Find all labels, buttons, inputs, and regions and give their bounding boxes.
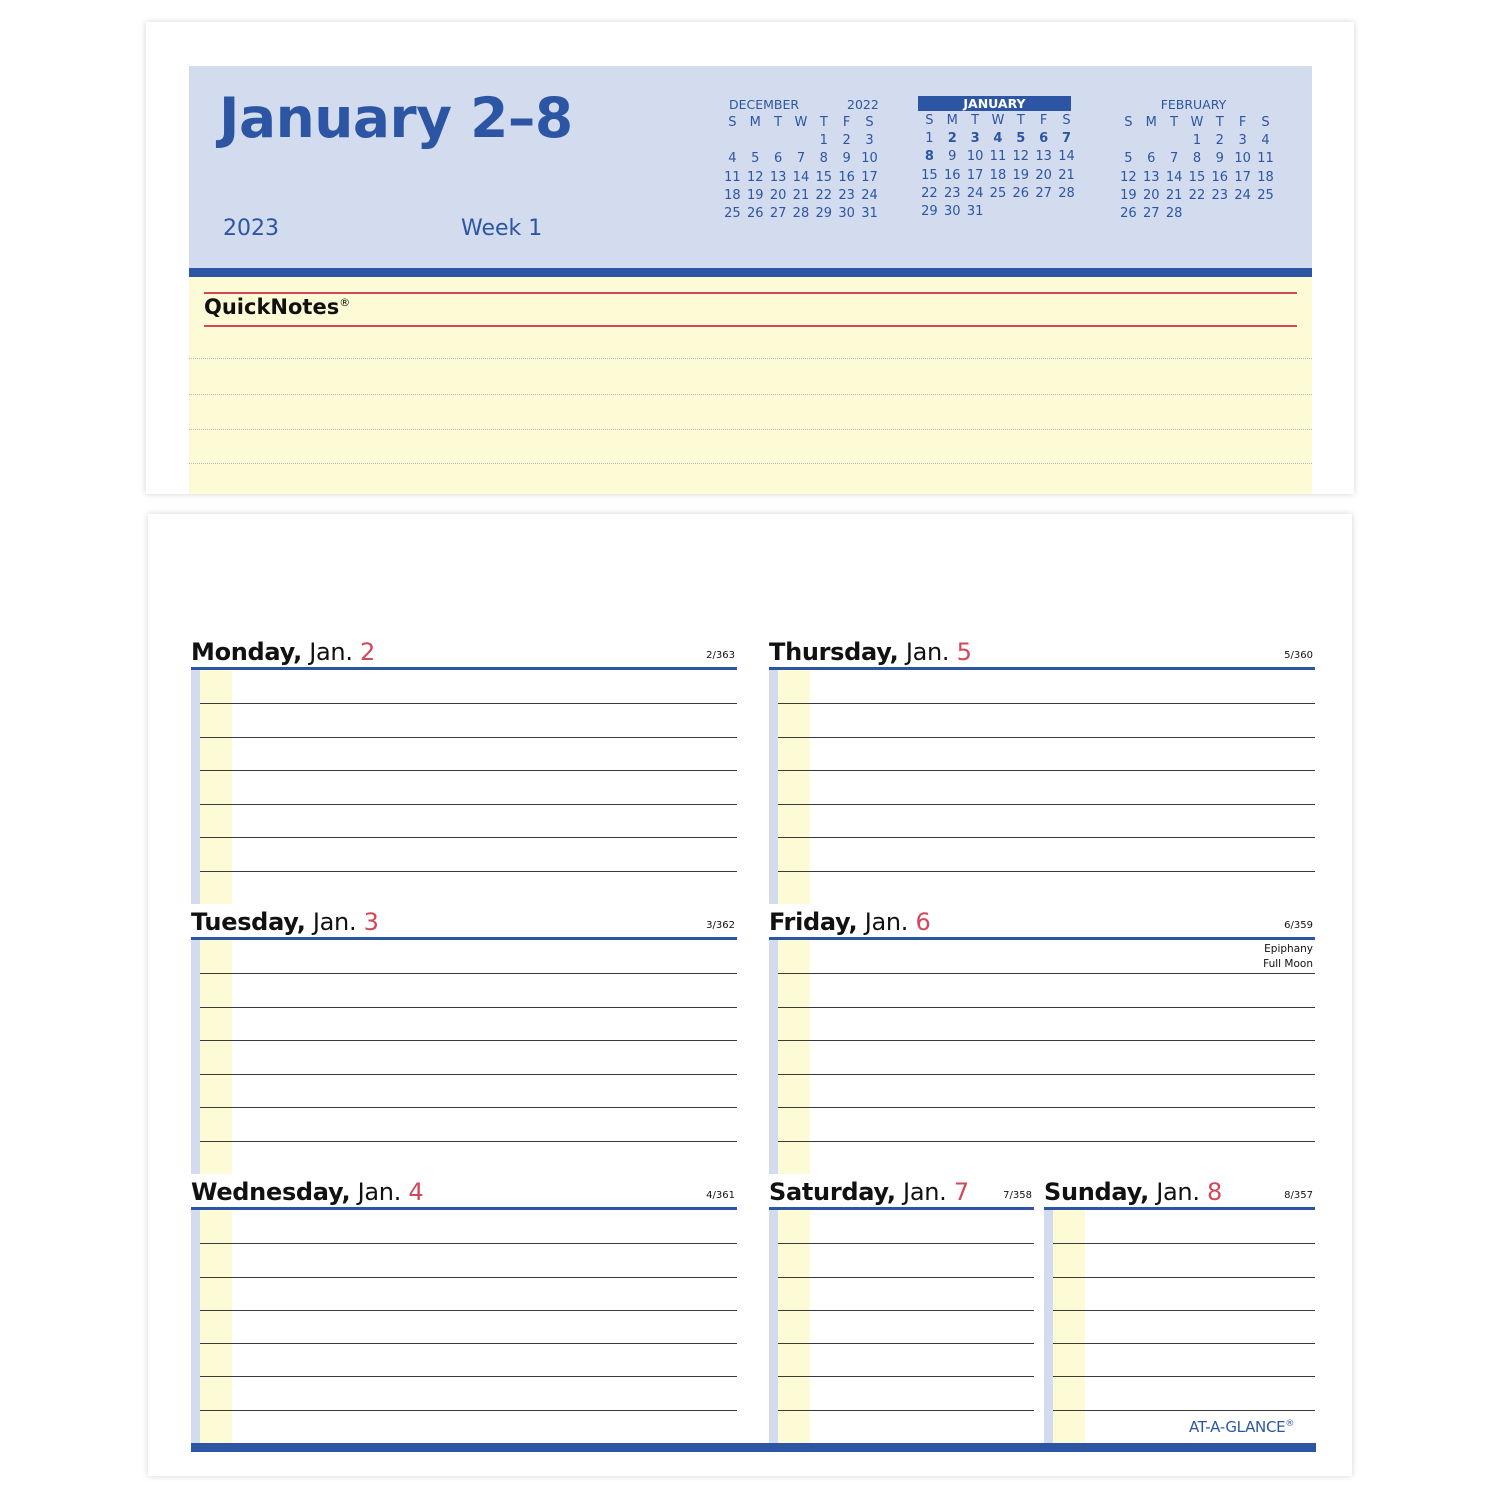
weekday-header: S xyxy=(925,113,934,128)
weekday-header: T xyxy=(1170,115,1179,130)
calendar-day: 28 xyxy=(1058,185,1075,201)
calendar-day: 4 xyxy=(993,131,1003,147)
calendar-day xyxy=(1231,205,1254,223)
ruled-line xyxy=(200,1040,737,1041)
calendar-day: 7 xyxy=(1062,131,1072,147)
calendar-day xyxy=(721,132,744,150)
weekday-header: W xyxy=(794,115,808,130)
calendar-day: 17 xyxy=(861,169,878,185)
ruled-line xyxy=(778,1277,1034,1278)
calendar-day: 18 xyxy=(1257,169,1274,185)
calendar-day xyxy=(1009,203,1032,221)
calendar-day: 4 xyxy=(728,151,737,167)
calendar-day: 11 xyxy=(989,149,1007,165)
weekday-header: S xyxy=(728,115,737,130)
day-writing-area[interactable] xyxy=(769,940,1315,1174)
calendar-day: 27 xyxy=(1142,206,1160,222)
weekday-header: F xyxy=(842,115,851,130)
calendar-day: 19 xyxy=(1120,187,1137,203)
calendar-day xyxy=(987,203,1010,221)
calendar-day: 9 xyxy=(948,149,957,165)
calendar-day: 6 xyxy=(1147,151,1156,167)
day-writing-area[interactable] xyxy=(191,1210,737,1443)
weekday-header: T xyxy=(1016,113,1025,128)
calendar-day: 3 xyxy=(1238,133,1247,149)
calendar-day: 3 xyxy=(970,131,980,147)
day-count: 7/358 xyxy=(1003,1190,1032,1201)
calendar-day: 16 xyxy=(943,167,961,183)
day-count: 4/361 xyxy=(706,1190,735,1201)
calendar-day: 16 xyxy=(1211,169,1229,185)
calendar-day: 25 xyxy=(1257,187,1274,203)
calendar-day: 25 xyxy=(989,185,1007,201)
ruled-line xyxy=(200,1107,737,1108)
calendar-day: 20 xyxy=(1035,167,1052,183)
calendar-day: 21 xyxy=(792,187,810,203)
day-count: 8/357 xyxy=(1284,1190,1313,1201)
calendar-day: 26 xyxy=(746,206,764,222)
ruled-line xyxy=(778,837,1315,838)
calendar-day: 15 xyxy=(815,169,833,185)
ruled-line xyxy=(778,973,1315,974)
ruled-line xyxy=(1053,1277,1315,1278)
day-count: 3/362 xyxy=(706,920,735,931)
ruled-line xyxy=(1053,1343,1315,1344)
moon-phase-note: Full Moon xyxy=(1263,958,1313,970)
calendar-day: 14 xyxy=(792,169,810,185)
calendar-day: 5 xyxy=(1124,151,1133,167)
day-heading: Sunday, Jan. 8 xyxy=(1044,1178,1222,1206)
ruled-line xyxy=(778,1310,1034,1311)
weekday-header: T xyxy=(819,115,828,130)
time-column-strip xyxy=(200,1210,232,1443)
calendar-day: 10 xyxy=(966,149,984,165)
calendar-day: 15 xyxy=(1188,169,1206,185)
day-block-sunday[interactable] xyxy=(1044,1176,1315,1443)
dotted-line xyxy=(189,394,1312,395)
mini-calendar-grid xyxy=(918,112,1078,221)
day-writing-area[interactable] xyxy=(1044,1210,1315,1443)
day-block-wednesday[interactable] xyxy=(191,1176,737,1443)
calendar-day: 3 xyxy=(865,133,874,149)
ruled-line xyxy=(778,1074,1315,1075)
ruled-line xyxy=(200,737,737,738)
calendar-day: 4 xyxy=(1261,133,1270,149)
calendar-day: 18 xyxy=(989,167,1007,183)
calendar-day: 11 xyxy=(724,169,741,185)
weekday-header: F xyxy=(1039,113,1048,128)
day-block-thursday[interactable] xyxy=(769,636,1315,904)
mini-month-label: JANUARY xyxy=(918,96,1071,111)
calendar-day: 6 xyxy=(773,151,783,167)
quicknotes-title: QuickNotes® xyxy=(204,295,351,319)
calendar-day: 7 xyxy=(1169,151,1179,167)
weekday-header: S xyxy=(1062,113,1071,128)
ruled-line xyxy=(778,871,1315,872)
day-writing-area[interactable] xyxy=(769,1210,1034,1443)
quicknotes-top-rule xyxy=(204,292,1297,294)
calendar-day: 1 xyxy=(1192,133,1202,149)
ruled-line xyxy=(200,1243,737,1244)
calendar-day: 20 xyxy=(1142,187,1160,203)
calendar-day: 13 xyxy=(769,169,787,185)
calendar-day: 24 xyxy=(861,187,878,203)
day-block-monday[interactable] xyxy=(191,636,737,904)
ruled-line xyxy=(200,1141,737,1142)
calendar-day: 21 xyxy=(1058,167,1075,183)
weekday-header: T xyxy=(1215,115,1224,130)
day-count: 5/360 xyxy=(1284,650,1313,661)
calendar-day: 9 xyxy=(842,151,851,167)
time-column-strip xyxy=(778,940,810,1174)
calendar-day: 29 xyxy=(815,206,833,222)
calendar-day: 23 xyxy=(838,187,855,203)
calendar-day: 17 xyxy=(966,167,984,183)
brand-logo: AT-A-GLANCE® xyxy=(1189,1418,1295,1436)
ruled-line xyxy=(200,1310,737,1311)
calendar-day xyxy=(1140,132,1163,150)
calendar-day xyxy=(1055,203,1078,221)
margin-strip xyxy=(1044,1210,1053,1443)
day-heading: Thursday, Jan. 5 xyxy=(769,638,972,666)
time-column-strip xyxy=(200,940,232,1174)
calendar-day xyxy=(790,132,813,150)
year-label: 2023 xyxy=(223,216,279,241)
day-writing-area[interactable] xyxy=(769,670,1315,904)
calendar-day: 24 xyxy=(1234,187,1251,203)
margin-strip xyxy=(191,940,200,1174)
ruled-line xyxy=(778,737,1315,738)
day-writing-area[interactable] xyxy=(191,940,737,1174)
time-column-strip xyxy=(778,670,810,904)
calendar-day: 15 xyxy=(921,167,938,183)
weekday-header: M xyxy=(1145,115,1157,130)
calendar-day: 22 xyxy=(815,187,833,203)
calendar-day: 2 xyxy=(947,131,957,147)
calendar-day xyxy=(1208,205,1231,223)
quicknotes-area[interactable] xyxy=(189,277,1312,494)
time-column-strip xyxy=(200,670,232,904)
calendar-day: 14 xyxy=(1058,149,1075,165)
ruled-line xyxy=(200,1410,737,1411)
calendar-day: 12 xyxy=(1120,169,1137,185)
time-column-strip xyxy=(1053,1210,1085,1443)
margin-strip xyxy=(769,940,778,1174)
calendar-day: 28 xyxy=(1165,206,1183,222)
calendar-day: 12 xyxy=(1012,149,1030,165)
weekly-header-page xyxy=(146,22,1354,494)
calendar-day: 20 xyxy=(769,187,787,203)
calendar-day: 12 xyxy=(746,169,764,185)
ruled-line xyxy=(778,1040,1315,1041)
calendar-day: 2 xyxy=(1215,133,1224,149)
calendar-day: 10 xyxy=(1234,151,1251,167)
calendar-day: 8 xyxy=(819,151,828,167)
margin-strip xyxy=(191,670,200,904)
dotted-line xyxy=(189,358,1312,359)
calendar-day: 11 xyxy=(1257,151,1274,167)
calendar-day: 8 xyxy=(1192,151,1202,167)
calendar-day xyxy=(767,132,790,150)
calendar-day: 7 xyxy=(796,151,806,167)
calendar-day: 24 xyxy=(966,185,984,201)
ruled-line xyxy=(200,973,737,974)
ruled-line xyxy=(778,703,1315,704)
calendar-day: 6 xyxy=(1039,131,1049,147)
calendar-day: 1 xyxy=(925,131,934,147)
mini-calendar-grid xyxy=(1117,114,1277,223)
calendar-day: 22 xyxy=(1188,187,1206,203)
margin-strip xyxy=(769,670,778,904)
week-title: January 2–8 xyxy=(219,86,573,150)
weekday-header: W xyxy=(991,113,1005,128)
calendar-day: 26 xyxy=(1120,206,1137,222)
calendar-day: 16 xyxy=(838,169,855,185)
calendar-day: 31 xyxy=(861,206,878,222)
calendar-day: 27 xyxy=(1035,185,1052,201)
calendar-day: 23 xyxy=(943,185,961,201)
mini-month-label: DECEMBER xyxy=(729,97,800,112)
weekday-header: W xyxy=(1190,115,1204,130)
weekday-header: S xyxy=(1261,115,1270,130)
calendar-day: 19 xyxy=(746,187,764,203)
ruled-line xyxy=(200,1343,737,1344)
ruled-line xyxy=(778,1107,1315,1108)
mini-calendar-february xyxy=(1117,96,1277,223)
ruled-line xyxy=(200,1376,737,1377)
day-heading: Saturday, Jan. 7 xyxy=(769,1178,969,1206)
calendar-day: 30 xyxy=(838,206,855,222)
day-writing-area[interactable] xyxy=(191,670,737,904)
mini-calendar-december xyxy=(721,96,881,223)
calendar-day: 13 xyxy=(1142,169,1160,185)
ruled-line xyxy=(200,770,737,771)
ruled-line xyxy=(778,1243,1034,1244)
mini-month-label: FEBRUARY xyxy=(1160,97,1227,112)
day-block-friday[interactable] xyxy=(769,906,1315,1174)
day-count: 2/363 xyxy=(706,650,735,661)
ruled-line xyxy=(778,1376,1034,1377)
weekday-header: T xyxy=(774,115,783,130)
calendar-day: 27 xyxy=(769,206,787,222)
calendar-day: 1 xyxy=(819,133,828,149)
ruled-line xyxy=(200,1277,737,1278)
calendar-day xyxy=(1186,205,1209,223)
ruled-line xyxy=(778,1410,1034,1411)
ruled-line xyxy=(1053,1243,1315,1244)
day-heading: Monday, Jan. 2 xyxy=(191,638,375,666)
calendar-day: 2 xyxy=(842,133,851,149)
ruled-line xyxy=(778,1007,1315,1008)
calendar-day: 14 xyxy=(1165,169,1183,185)
mini-calendar-january xyxy=(918,96,1078,221)
holiday-note: Epiphany xyxy=(1264,943,1313,955)
ruled-line xyxy=(778,770,1315,771)
ruled-line xyxy=(1053,1410,1315,1411)
header-rule xyxy=(189,268,1312,277)
ruled-line xyxy=(1053,1310,1315,1311)
ruled-line xyxy=(778,1141,1315,1142)
ruled-line xyxy=(778,804,1315,805)
calendar-day: 22 xyxy=(921,185,938,201)
ruled-line xyxy=(200,1074,737,1075)
calendar-day: 21 xyxy=(1165,187,1183,203)
day-heading: Wednesday, Jan. 4 xyxy=(191,1178,424,1206)
ruled-line xyxy=(778,1343,1034,1344)
mini-calendar-grid xyxy=(721,114,881,223)
ruled-line xyxy=(1053,1376,1315,1377)
ruled-line xyxy=(200,871,737,872)
quicknotes-bottom-rule xyxy=(204,325,1297,327)
weekday-header: M xyxy=(749,115,761,130)
weekday-header: T xyxy=(971,113,980,128)
weekday-header: M xyxy=(946,113,958,128)
dotted-line xyxy=(189,429,1312,430)
calendar-day: 5 xyxy=(1016,131,1026,147)
calendar-day: 19 xyxy=(1012,167,1030,183)
margin-strip xyxy=(191,1210,200,1443)
footer-rule xyxy=(191,1443,1316,1452)
time-column-strip xyxy=(778,1210,810,1443)
week-number: Week 1 xyxy=(461,216,543,241)
day-heading: Friday, Jan. 6 xyxy=(769,908,931,936)
day-block-tuesday[interactable] xyxy=(191,906,737,1174)
header-band xyxy=(189,66,1312,268)
calendar-day: 25 xyxy=(724,206,741,222)
margin-strip xyxy=(769,1210,778,1443)
calendar-day: 13 xyxy=(1035,149,1052,165)
weekday-header: S xyxy=(1124,115,1133,130)
calendar-day: 9 xyxy=(1215,151,1224,167)
calendar-day: 17 xyxy=(1234,169,1251,185)
calendar-day: 31 xyxy=(966,204,984,220)
calendar-day xyxy=(744,132,767,150)
ruled-line xyxy=(200,1007,737,1008)
day-count: 6/359 xyxy=(1284,920,1313,931)
mini-year-label: 2022 xyxy=(847,97,879,112)
calendar-day xyxy=(1163,132,1186,150)
weekday-header: F xyxy=(1238,115,1247,130)
calendar-day: 10 xyxy=(861,151,878,167)
calendar-day: 18 xyxy=(724,187,741,203)
calendar-day xyxy=(1254,205,1277,223)
calendar-day: 30 xyxy=(943,204,961,220)
calendar-day: 29 xyxy=(921,204,938,220)
dotted-line xyxy=(189,463,1312,464)
calendar-day: 26 xyxy=(1012,185,1030,201)
calendar-day xyxy=(1117,132,1140,150)
day-block-saturday[interactable] xyxy=(769,1176,1034,1443)
ruled-line xyxy=(200,804,737,805)
day-heading: Tuesday, Jan. 3 xyxy=(191,908,379,936)
calendar-day: 23 xyxy=(1211,187,1229,203)
ruled-line xyxy=(200,837,737,838)
calendar-day: 28 xyxy=(792,206,810,222)
weekday-header: S xyxy=(865,115,874,130)
ruled-line xyxy=(200,703,737,704)
calendar-day xyxy=(1032,203,1055,221)
calendar-day: 8 xyxy=(924,149,934,165)
calendar-day: 5 xyxy=(751,151,760,167)
